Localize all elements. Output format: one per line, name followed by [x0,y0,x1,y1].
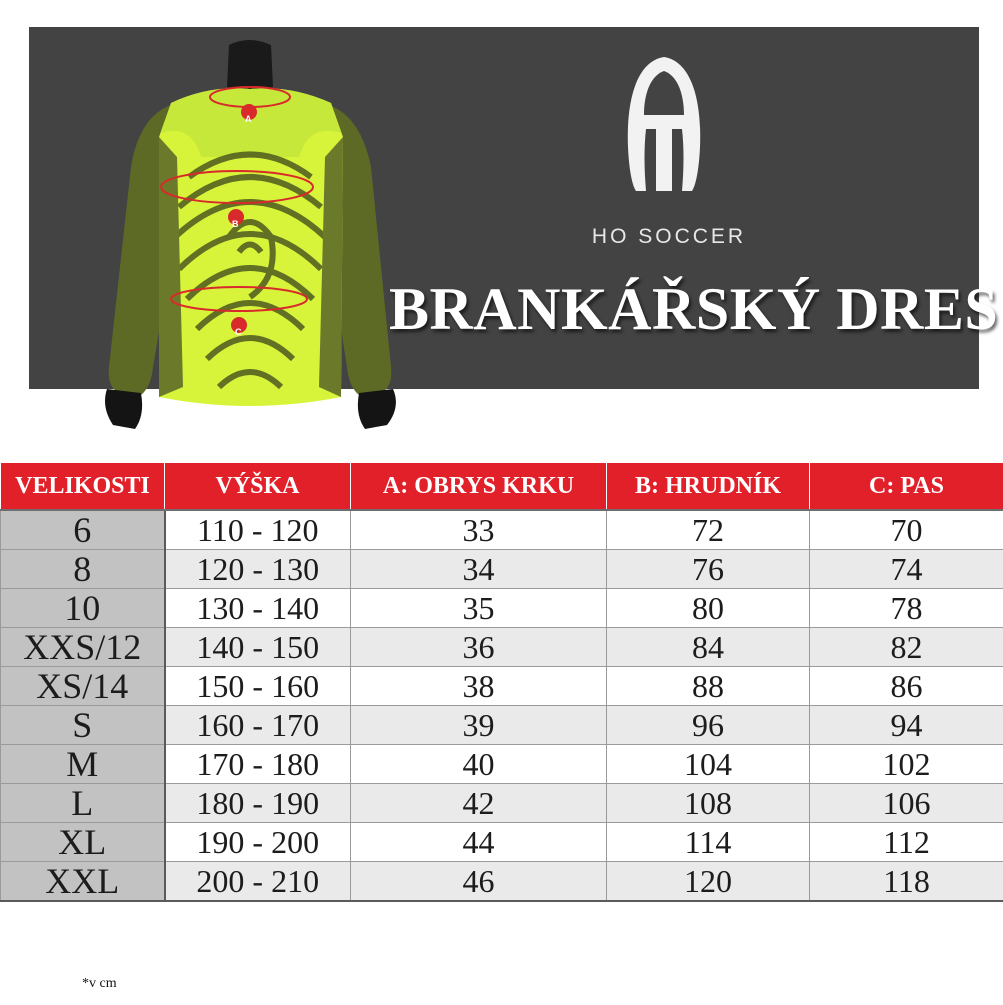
height-cell: 180 - 190 [165,784,351,823]
neck-cell: 38 [351,667,607,706]
waist-cell: 86 [810,667,1003,706]
size-cell: 10 [1,589,165,628]
neck-cell: 44 [351,823,607,862]
size-cell: XS/14 [1,667,165,706]
marker-b-label: B [232,219,239,229]
chest-cell: 76 [607,550,810,589]
waist-cell: 94 [810,706,1003,745]
neck-cell: 34 [351,550,607,589]
jersey-illustration [79,37,419,457]
ho-soccer-logo-icon [624,57,704,192]
chest-cell: 72 [607,510,810,550]
height-cell: 120 - 130 [165,550,351,589]
size-cell: XXS/12 [1,628,165,667]
chest-cell: 114 [607,823,810,862]
height-cell: 150 - 160 [165,667,351,706]
height-cell: 170 - 180 [165,745,351,784]
waist-cell: 78 [810,589,1003,628]
marker-c-label: C [235,327,242,337]
height-cell: 160 - 170 [165,706,351,745]
height-cell: 130 - 140 [165,589,351,628]
brand-block [529,57,789,257]
table-row [1,706,1003,745]
header-neck: A: OBRYS KRKU [351,463,607,511]
table-row [1,823,1003,862]
neck-cell: 40 [351,745,607,784]
header-banner [29,27,999,389]
header-size: VELIKOSTI [1,463,165,511]
table-row [1,628,1003,667]
chest-cell: 108 [607,784,810,823]
size-cell: XXL [1,862,165,902]
brand-name: HO SOCCER [591,225,747,248]
size-cell: 8 [1,550,165,589]
chest-cell: 88 [607,667,810,706]
size-cell: M [1,745,165,784]
chest-cell: 80 [607,589,810,628]
goalkeeper-jersey-icon [79,37,419,457]
table-row [1,667,1003,706]
table-row [1,550,1003,589]
table-row [1,745,1003,784]
waist-cell: 112 [810,823,1003,862]
waist-cell: 106 [810,784,1003,823]
unit-footnote: *v cm [82,976,117,991]
neck-cell: 46 [351,862,607,902]
neck-cell: 35 [351,589,607,628]
table-row [1,589,1003,628]
table-row [1,862,1003,902]
table-row [1,784,1003,823]
chest-cell: 84 [607,628,810,667]
neck-cell: 36 [351,628,607,667]
waist-cell: 102 [810,745,1003,784]
chest-cell: 104 [607,745,810,784]
neck-cell: 42 [351,784,607,823]
table-row [1,510,1003,550]
waist-cell: 74 [810,550,1003,589]
header-waist: C: PAS [810,463,1003,511]
size-cell: XL [1,823,165,862]
chest-cell: 96 [607,706,810,745]
marker-a-label: A [245,114,252,124]
neck-cell: 39 [351,706,607,745]
size-cell: S [1,706,165,745]
height-cell: 190 - 200 [165,823,351,862]
size-table [0,462,1003,902]
header-height: VÝŠKA [165,463,351,511]
neck-cell: 33 [351,510,607,550]
header-chest: B: HRUDNÍK [607,463,810,511]
size-cell: 6 [1,510,165,550]
height-cell: 140 - 150 [165,628,351,667]
size-cell: L [1,784,165,823]
table-header-row [1,463,1003,511]
height-cell: 200 - 210 [165,862,351,902]
waist-cell: 70 [810,510,1003,550]
height-cell: 110 - 120 [165,510,351,550]
waist-cell: 118 [810,862,1003,902]
page-title: BRANKÁŘSKÝ DRES [389,276,999,342]
waist-cell: 82 [810,628,1003,667]
chest-cell: 120 [607,862,810,902]
